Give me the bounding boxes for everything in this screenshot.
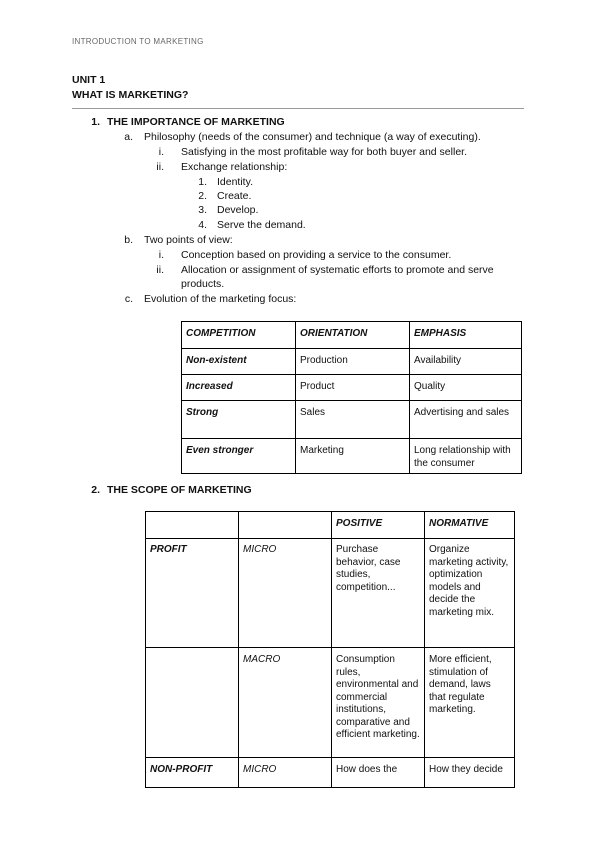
item-b-ii-line2: products.: [181, 278, 225, 290]
cell-normative: How they decide: [425, 758, 515, 788]
cell-orientation: Sales: [296, 401, 410, 439]
cell-emphasis: Long relationship with the consumer: [410, 439, 522, 474]
item-b-marker: b.: [124, 234, 133, 246]
heading-divider: [72, 108, 524, 109]
item-c-marker: c.: [124, 293, 133, 305]
unit-heading: [72, 73, 188, 103]
cell-normative: More efficient, stimulation of demand, laws that regulate marketing.: [425, 648, 515, 758]
table-row: [182, 401, 522, 439]
cell-emphasis: Quality: [410, 375, 522, 401]
cell-sector: [146, 648, 239, 758]
cell-orientation: Production: [296, 349, 410, 375]
cell-competition: Non-existent: [182, 349, 296, 375]
item-c-text: Evolution of the marketing focus:: [144, 293, 297, 305]
step-3-text: Develop.: [217, 204, 259, 216]
step-2-text: Create.: [217, 190, 252, 202]
section-2-number: 2.: [91, 484, 100, 496]
marketing-focus-table: [181, 321, 522, 474]
item-a-marker: a.: [124, 131, 133, 143]
header-emphasis: EMPHASIS: [410, 322, 522, 349]
step-3-marker: 3.: [198, 204, 207, 216]
header-blank: [239, 512, 332, 539]
item-b-i-text: Conception based on providing a service to the consumer.: [181, 249, 452, 261]
cell-competition: Even stronger: [182, 439, 296, 474]
section-2-title: THE SCOPE OF MARKETING: [107, 484, 252, 496]
section-1-number: 1.: [91, 116, 100, 128]
header-positive: POSITIVE: [332, 512, 425, 539]
item-a-text: Philosophy (needs of the consumer) and technique (a way of executing).: [144, 131, 481, 143]
cell-positive: How does the: [332, 758, 425, 788]
item-b-i-marker: i.: [158, 249, 164, 261]
header-competition: COMPETITION: [182, 322, 296, 349]
cell-positive: Consumption rules, environmental and commercial institutions, comparative and efficient marketing.: [332, 648, 425, 758]
cell-emphasis: Advertising and sales: [410, 401, 522, 439]
cell-orientation: Product: [296, 375, 410, 401]
cell-competition: Increased: [182, 375, 296, 401]
table-row: [146, 539, 515, 648]
table-header-row: [182, 322, 522, 349]
table-row: [182, 375, 522, 401]
step-4-marker: 4.: [198, 219, 207, 231]
step-1-text: Identity.: [217, 176, 253, 188]
step-1-marker: 1.: [198, 176, 207, 188]
cell-emphasis: Availability: [410, 349, 522, 375]
unit-number: UNIT 1: [72, 74, 106, 86]
table-row: [182, 349, 522, 375]
header-normative: NORMATIVE: [425, 512, 515, 539]
marketing-scope-table: [145, 511, 515, 788]
item-a-i-marker: i.: [158, 146, 164, 158]
unit-title: WHAT IS MARKETING?: [72, 89, 189, 101]
item-b-ii-marker: ii.: [156, 264, 164, 276]
item-a-ii-text: Exchange relationship:: [181, 161, 288, 173]
cell-level: MICRO: [239, 539, 332, 648]
table-row: [146, 758, 515, 788]
table-row: [146, 648, 515, 758]
cell-positive: Purchase behavior, case studies, competition...: [332, 539, 425, 648]
item-a-ii-marker: ii.: [156, 161, 164, 173]
step-4-text: Serve the demand.: [217, 219, 306, 231]
cell-level: MICRO: [239, 758, 332, 788]
cell-normative: Organize marketing activity, optimization models and decide the marketing mix.: [425, 539, 515, 648]
item-b-text: Two points of view:: [144, 234, 233, 246]
header-blank: [146, 512, 239, 539]
cell-sector: NON-PROFIT: [146, 758, 239, 788]
running-header: INTRODUCTION TO MARKETING: [72, 37, 204, 46]
step-2-marker: 2.: [198, 190, 207, 202]
cell-level: MACRO: [239, 648, 332, 758]
item-a-i-text: Satisfying in the most profitable way for both buyer and seller.: [181, 146, 467, 158]
table-header-row: [146, 512, 515, 539]
header-orientation: ORIENTATION: [296, 322, 410, 349]
item-b-ii-line1: Allocation or assignment of systematic efforts to promote and serve: [181, 264, 494, 276]
cell-competition: Strong: [182, 401, 296, 439]
cell-orientation: Marketing: [296, 439, 410, 474]
table-row: [182, 439, 522, 474]
cell-sector: PROFIT: [146, 539, 239, 648]
section-1-title: THE IMPORTANCE OF MARKETING: [107, 116, 285, 128]
